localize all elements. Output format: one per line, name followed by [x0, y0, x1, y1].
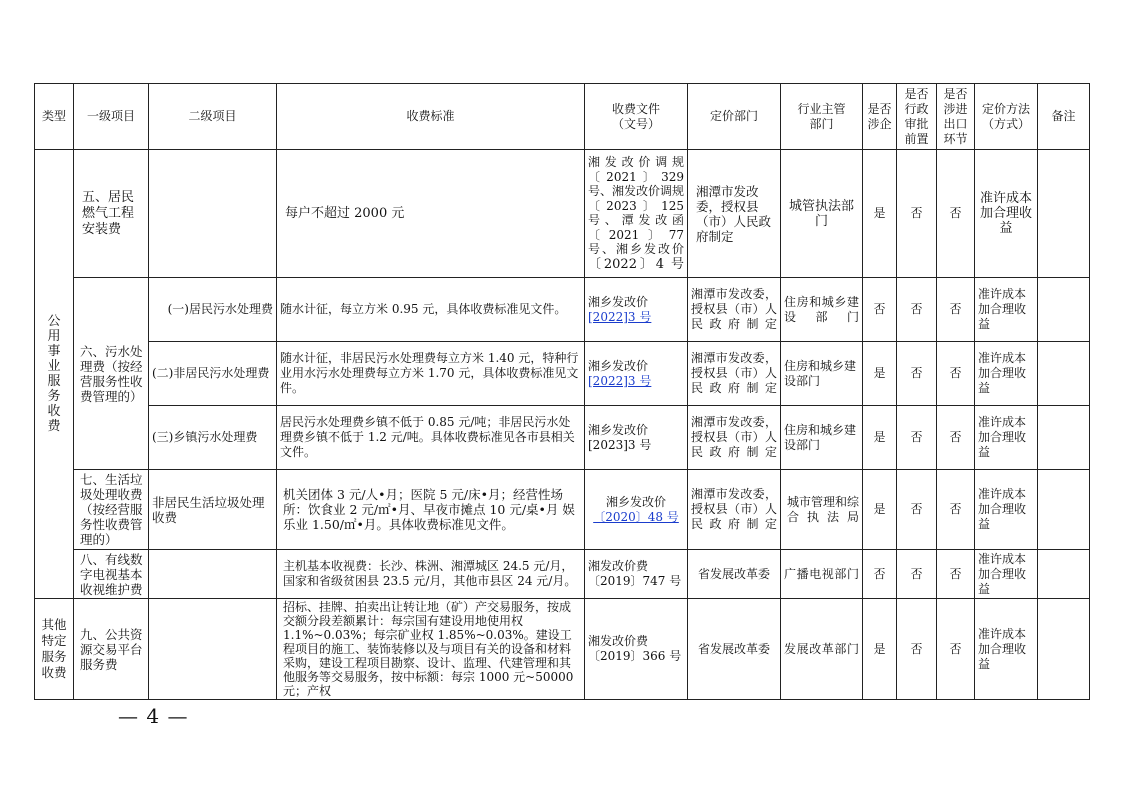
standard-cell: 主机基本收视费：长沙、株洲、湘潭城区 24.5 元/月，国家和省级贫困县 23.5 元/月，其他市县区 24 元/月。: [277, 550, 585, 599]
level2-cell: (一)居民污水处理费: [149, 278, 277, 342]
standard-cell: 居民污水处理费乡镇不低于 0.85 元/吨；非居民污水处理费乡镇不低于 1.2 元/吨。具体收费标准见各市县相关文件。: [277, 406, 585, 470]
remarks-cell: [1038, 406, 1090, 470]
remarks-cell: [1038, 550, 1090, 599]
header-row: [35, 84, 1090, 150]
header-level2: 二级项目: [149, 84, 277, 150]
header-industry-dept: 行业主管 部门: [781, 84, 863, 150]
header-involves-enterprise: 是否 涉企: [863, 84, 897, 150]
header-pricing-dept: 定价部门: [688, 84, 781, 150]
header-standard: 收费标准: [277, 84, 585, 150]
page-number: — 4 —: [118, 704, 189, 728]
remarks-cell: [1038, 599, 1090, 700]
doc-cell: 湘乡发改价[2023]3 号: [585, 406, 688, 470]
level1-cell: 八、有线数字电视基本收视维护费: [74, 550, 149, 599]
involves-enterprise-cell: 是: [863, 599, 897, 700]
involves-enterprise-cell: 是: [863, 342, 897, 406]
admin-approval-cell: 否: [897, 278, 937, 342]
pricing-dept-cell: 省发展改革委: [688, 550, 781, 599]
export-link-cell: 否: [937, 150, 975, 278]
pricing-dept-cell: 湘潭市发改委，授权县（市）人民政府制定: [688, 470, 781, 550]
level2-cell: (二)非居民污水处理费: [149, 342, 277, 406]
pricing-method-cell: 准许成本加合理收益: [975, 150, 1038, 278]
pricing-method-cell: 准许成本加合理收益: [975, 342, 1038, 406]
table-row: [35, 550, 1090, 599]
pricing-method-cell: 准许成本加合理收益: [975, 278, 1038, 342]
admin-approval-cell: 否: [897, 150, 937, 278]
doc-cell: [585, 278, 688, 342]
pricing-dept-cell: 湘潭市发改委，授权县（市）人民政府制定: [688, 342, 781, 406]
involves-enterprise-cell: 是: [863, 470, 897, 550]
table-row: [35, 470, 1090, 550]
level1-cell: 五、居民燃气工程安装费: [74, 150, 149, 278]
pricing-dept-cell: 省发展改革委: [688, 599, 781, 700]
involves-enterprise-cell: 是: [863, 406, 897, 470]
involves-enterprise-cell: 否: [863, 550, 897, 599]
doc-cell: 湘发改价费〔2019〕747 号: [585, 550, 688, 599]
doc-number: 〔2022〕4 号: [588, 256, 684, 272]
admin-approval-cell: 否: [897, 342, 937, 406]
involves-enterprise-cell: 是: [863, 150, 897, 278]
admin-approval-cell: 否: [897, 470, 937, 550]
involves-enterprise-cell: 否: [863, 278, 897, 342]
header-remarks: 备注: [1038, 84, 1090, 150]
level2-cell: [149, 599, 277, 700]
doc-text: 湘乡发改价: [605, 494, 666, 509]
pricing-dept-cell: 湘潭市发改委，授权县（市）人民政府制定: [688, 150, 781, 278]
remarks-cell: [1038, 150, 1090, 278]
doc-cell: 湘发改价费〔2019〕366 号: [585, 599, 688, 700]
pricing-dept-cell: 湘潭市发改委，授权县（市）人民政府制定: [688, 278, 781, 342]
table-row: [35, 278, 1090, 342]
admin-approval-cell: 否: [897, 406, 937, 470]
industry-dept-cell: 发展改革部门: [781, 599, 863, 700]
industry-dept-cell: 住房和城乡建设部门: [781, 342, 863, 406]
level1-cell: 九、公共资源交易平台服务费: [74, 599, 149, 700]
level2-cell: (三)乡镇污水处理费: [149, 406, 277, 470]
export-link-cell: 否: [937, 342, 975, 406]
header-admin-approval: 是否 行政 审批 前置: [897, 84, 937, 150]
header-level1: 一级项目: [74, 84, 149, 150]
level1-cell: 六、污水处理费（按经营服务性收费管理的）: [74, 278, 149, 470]
standard-cell: 随水计征，每立方米 0.95 元，具体收费标准见文件。: [277, 278, 585, 342]
pricing-method-cell: 准许成本加合理收益: [975, 406, 1038, 470]
pricing-method-cell: 准许成本加合理收益: [975, 599, 1038, 700]
standard-cell: 招标、挂牌、拍卖出让转让地（矿）产交易服务，按成交额分段差额累计：每宗国有建设用地使用权 1.1%~0.03%；每宗矿业权 1.85%~0.03%。建设工程项目的施工、装饰装修以及与项目有关的设备和材料采购，建设工程项目勘察、设计、监理、代建管理和其他服务等交易服务，按中标额：每宗 1000 元~50000 元；产权: [277, 599, 585, 700]
category-other-service: 其他 特定 服务 收费: [35, 599, 74, 700]
pricing-dept-cell: 湘潭市发改委，授权县（市）人民政府制定: [688, 406, 781, 470]
pricing-method-cell: 准许成本加合理收益: [975, 470, 1038, 550]
table-row: [35, 599, 1090, 700]
remarks-cell: [1038, 470, 1090, 550]
category-public-service: 公 用 事 业 服 务 收 费: [35, 150, 74, 599]
doc-link[interactable]: [2022]3 号: [588, 373, 652, 388]
doc-text: 湘乡发改价: [588, 294, 649, 309]
standard-cell: 随水计征，非居民污水处理费每立方米 1.40 元，特种行业用水污水处理费每立方米 1.70 元，具体收费标准见文件。: [277, 342, 585, 406]
level1-cell: 七、生活垃圾处理收费（按经营服务性收费管理的）: [74, 470, 149, 550]
doc-cell: [585, 150, 688, 278]
table-row: [35, 150, 1090, 278]
doc-text: 湘发改价调规〔2021〕329 号、湘发改价调规〔2023〕125 号、潭发改函〔2021〕77 号、湘乡发改价: [588, 155, 685, 256]
level2-cell: [149, 550, 277, 599]
table-row: [35, 342, 1090, 406]
level2-cell: 非居民生活垃圾处理收费: [149, 470, 277, 550]
admin-approval-cell: 否: [897, 599, 937, 700]
level2-cell: [149, 150, 277, 278]
fee-table: [34, 83, 1090, 700]
table-row: [35, 406, 1090, 470]
header-pricing-method: 定价方法 （方式）: [975, 84, 1038, 150]
industry-dept-cell: 广播电视部门: [781, 550, 863, 599]
remarks-cell: [1038, 278, 1090, 342]
export-link-cell: 否: [937, 406, 975, 470]
doc-cell: [585, 342, 688, 406]
admin-approval-cell: 否: [897, 550, 937, 599]
industry-dept-cell: 城管执法部门: [781, 150, 863, 278]
industry-dept-cell: 住房和城乡建设部门: [781, 278, 863, 342]
doc-link[interactable]: [2022]3 号: [588, 309, 652, 324]
standard-cell: 机关团体 3 元/人•月；医院 5 元/床•月；经营性场所：饮食业 2 元/㎡•月、早夜市摊点 10 元/桌•月 娱乐业 1.50/㎡•月。具体收费标准见文件。: [277, 470, 585, 550]
doc-cell: [585, 470, 688, 550]
doc-link[interactable]: 〔2020〕48 号: [593, 509, 679, 524]
export-link-cell: 否: [937, 470, 975, 550]
export-link-cell: 否: [937, 599, 975, 700]
industry-dept-cell: 住房和城乡建设部门: [781, 406, 863, 470]
standard-cell: 每户不超过 2000 元: [277, 150, 585, 278]
pricing-method-cell: 准许成本加合理收益: [975, 550, 1038, 599]
industry-dept-cell: 城市管理和综合执法局: [781, 470, 863, 550]
doc-text: 湘乡发改价: [588, 358, 649, 373]
remarks-cell: [1038, 342, 1090, 406]
export-link-cell: 否: [937, 278, 975, 342]
export-link-cell: 否: [937, 550, 975, 599]
header-type: 类型: [35, 84, 74, 150]
header-export-link: 是否 涉进 出口 环节: [937, 84, 975, 150]
header-doc: 收费文件 （文号）: [585, 84, 688, 150]
